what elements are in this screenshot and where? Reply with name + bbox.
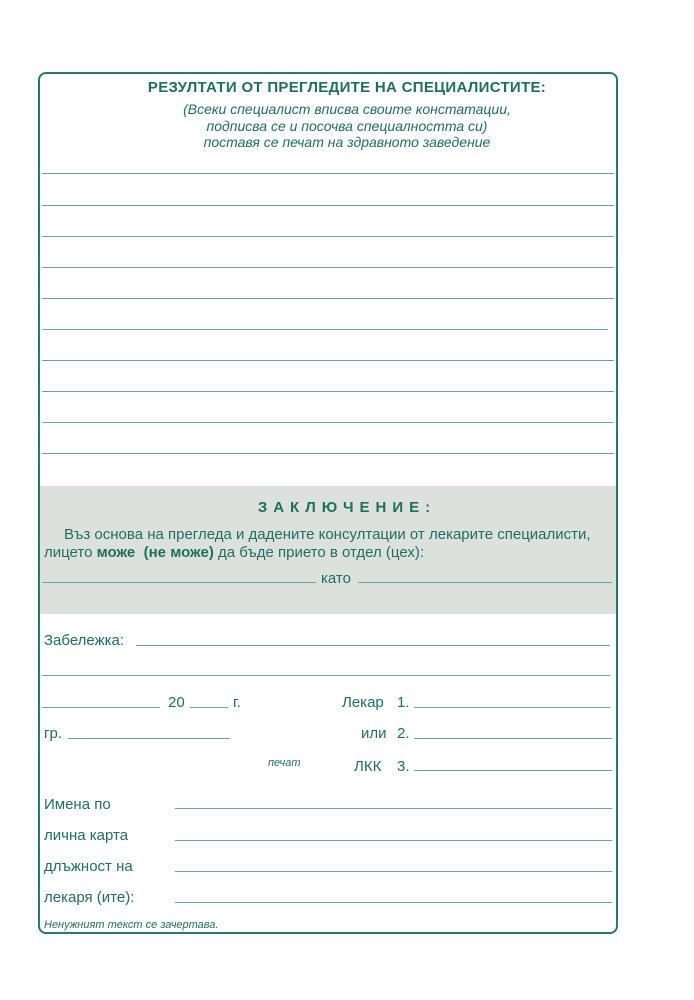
results-line[interactable] xyxy=(42,453,614,454)
date-field[interactable] xyxy=(42,707,160,708)
instructions-line-2: подписва се и посочва специалността си) xyxy=(206,118,488,134)
conclusion-prefix: лицето xyxy=(44,544,97,561)
city-label: гр. xyxy=(44,725,62,742)
results-line[interactable] xyxy=(42,360,614,361)
doctor-number-3: 3. xyxy=(397,758,410,775)
results-line[interactable] xyxy=(42,267,614,268)
position-field[interactable] xyxy=(358,582,612,583)
results-line[interactable] xyxy=(42,236,614,237)
instructions-line-1: (Всеки специалист вписва своите констатации, xyxy=(183,101,511,117)
doctor-3-signature-field[interactable] xyxy=(414,770,612,771)
names-field[interactable] xyxy=(175,808,612,809)
names-field[interactable] xyxy=(175,902,612,903)
department-field[interactable] xyxy=(42,582,316,583)
doctor-label: Лекар xyxy=(342,694,384,711)
option-can[interactable]: може xyxy=(96,544,136,561)
page-title: РЕЗУЛТАТИ ОТ ПРЕГЛЕДИТЕ НА СПЕЦИАЛИСТИТЕ: xyxy=(147,79,547,96)
results-line[interactable] xyxy=(42,391,614,392)
conclusion-text-line-2 xyxy=(44,544,424,561)
results-line[interactable] xyxy=(42,173,614,174)
names-label-2: лична карта xyxy=(44,827,129,844)
doctor-1-signature-field[interactable] xyxy=(414,707,610,708)
names-label-4: лекаря (ите): xyxy=(44,889,135,906)
doctor-2-signature-field[interactable] xyxy=(414,738,612,739)
notes-field[interactable] xyxy=(136,645,610,646)
lkk-label: ЛКК xyxy=(354,758,382,775)
results-line[interactable] xyxy=(42,422,614,423)
year-suffix: г. xyxy=(233,694,241,711)
results-line[interactable] xyxy=(42,205,614,206)
or-label: или xyxy=(361,725,387,742)
names-field[interactable] xyxy=(175,840,612,841)
names-label-3: длъжност на xyxy=(44,858,133,875)
option-cannot[interactable]: (не може) xyxy=(143,544,214,561)
notes-label: Забележка: xyxy=(44,632,125,649)
results-line[interactable] xyxy=(42,329,608,330)
conclusion-text-line-1: Въз основа на прегледа и дадените консултации от лекарите специалисти, xyxy=(64,526,591,543)
stamp-label: печат xyxy=(268,757,301,769)
year-field[interactable] xyxy=(190,707,228,708)
conclusion-suffix: да бъде прието в отдел (цех): xyxy=(213,544,425,561)
notes-field[interactable] xyxy=(42,675,610,676)
footer-note: Ненужният текст се зачертава. xyxy=(44,919,219,931)
instructions-line-3: поставя се печат на здравното заведение xyxy=(203,134,491,150)
doctor-number-2: 2. xyxy=(397,725,410,742)
year-prefix: 20 xyxy=(168,694,185,711)
conclusion-title: ЗАКЛЮЧЕНИЕ: xyxy=(257,499,437,516)
city-field[interactable] xyxy=(68,738,230,739)
results-line[interactable] xyxy=(42,298,614,299)
names-label-1: Имена по xyxy=(44,796,111,813)
as-label: като xyxy=(321,570,351,587)
names-field[interactable] xyxy=(175,871,612,872)
doctor-number-1: 1. xyxy=(397,694,410,711)
